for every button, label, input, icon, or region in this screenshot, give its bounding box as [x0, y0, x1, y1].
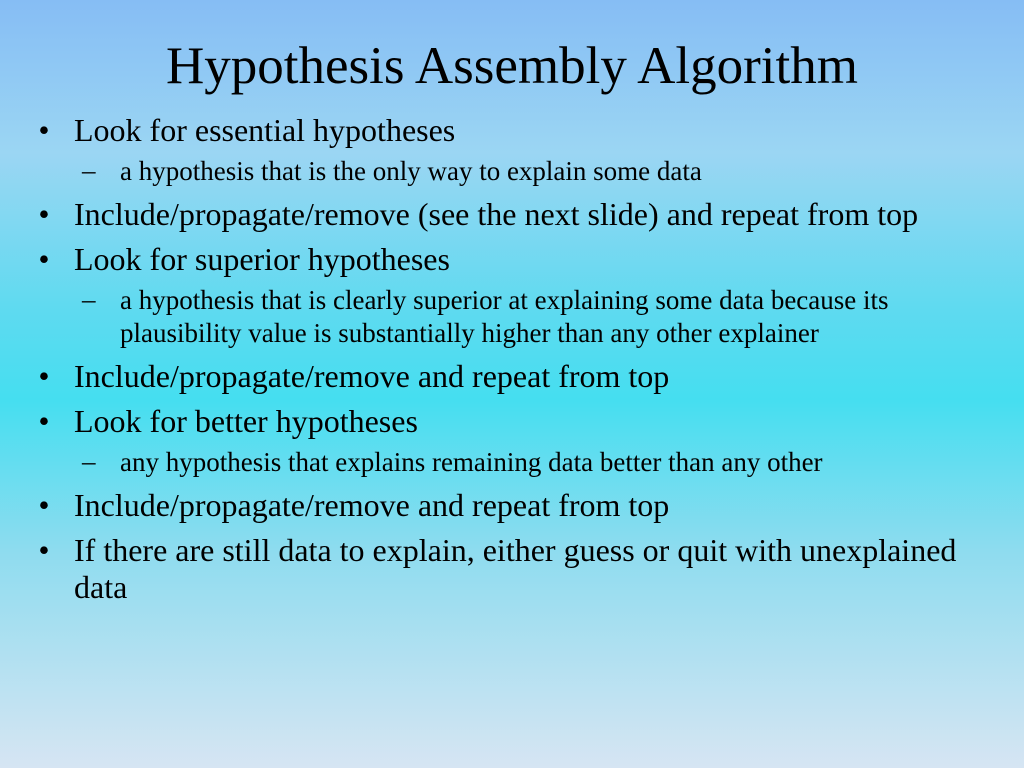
sub-bullet-item-essential [74, 155, 994, 188]
bullet-item-superior [34, 241, 994, 278]
bullet-icon: • [38, 532, 50, 568]
sub-bullet-item-better [74, 446, 994, 479]
bullet-text: Look for essential hypotheses [74, 112, 456, 148]
bullet-icon: • [38, 358, 50, 394]
sub-bullet-text: a hypothesis that is the only way to explain some data [120, 156, 702, 186]
dash-icon: – [82, 155, 96, 185]
dash-icon: – [82, 446, 96, 476]
bullet-text: Look for superior hypotheses [74, 241, 450, 277]
bullet-text: Look for better hypotheses [74, 403, 418, 439]
bullet-text: Include/propagate/remove (see the next slide) and repeat from top [74, 196, 919, 232]
bullet-text: If there are still data to explain, either guess or quit with unexplained data [74, 532, 957, 605]
bullet-text: Include/propagate/remove and repeat from top [74, 487, 670, 523]
sub-bullet-item-superior [74, 284, 994, 350]
bullet-list [34, 112, 994, 614]
bullet-text: Include/propagate/remove and repeat from top [74, 358, 670, 394]
bullet-item-include-1 [34, 196, 994, 233]
bullet-item-essential [34, 112, 994, 149]
bullet-icon: • [38, 241, 50, 277]
bullet-icon: • [38, 487, 50, 523]
bullet-icon: • [38, 196, 50, 232]
bullet-item-unexplained [34, 532, 994, 606]
sub-bullet-text: any hypothesis that explains remaining data better than any other [120, 447, 823, 477]
slide-title: Hypothesis Assembly Algorithm [166, 37, 858, 95]
dash-icon: – [82, 284, 96, 314]
sub-bullet-text: a hypothesis that is clearly superior at explaining some data because its plausibility value is substantially higher than any other explainer [120, 285, 889, 348]
bullet-icon: • [38, 403, 50, 439]
bullet-icon: • [38, 112, 50, 148]
bullet-item-better [34, 403, 994, 440]
bullet-item-include-3 [34, 487, 994, 524]
bullet-item-include-2 [34, 358, 994, 395]
